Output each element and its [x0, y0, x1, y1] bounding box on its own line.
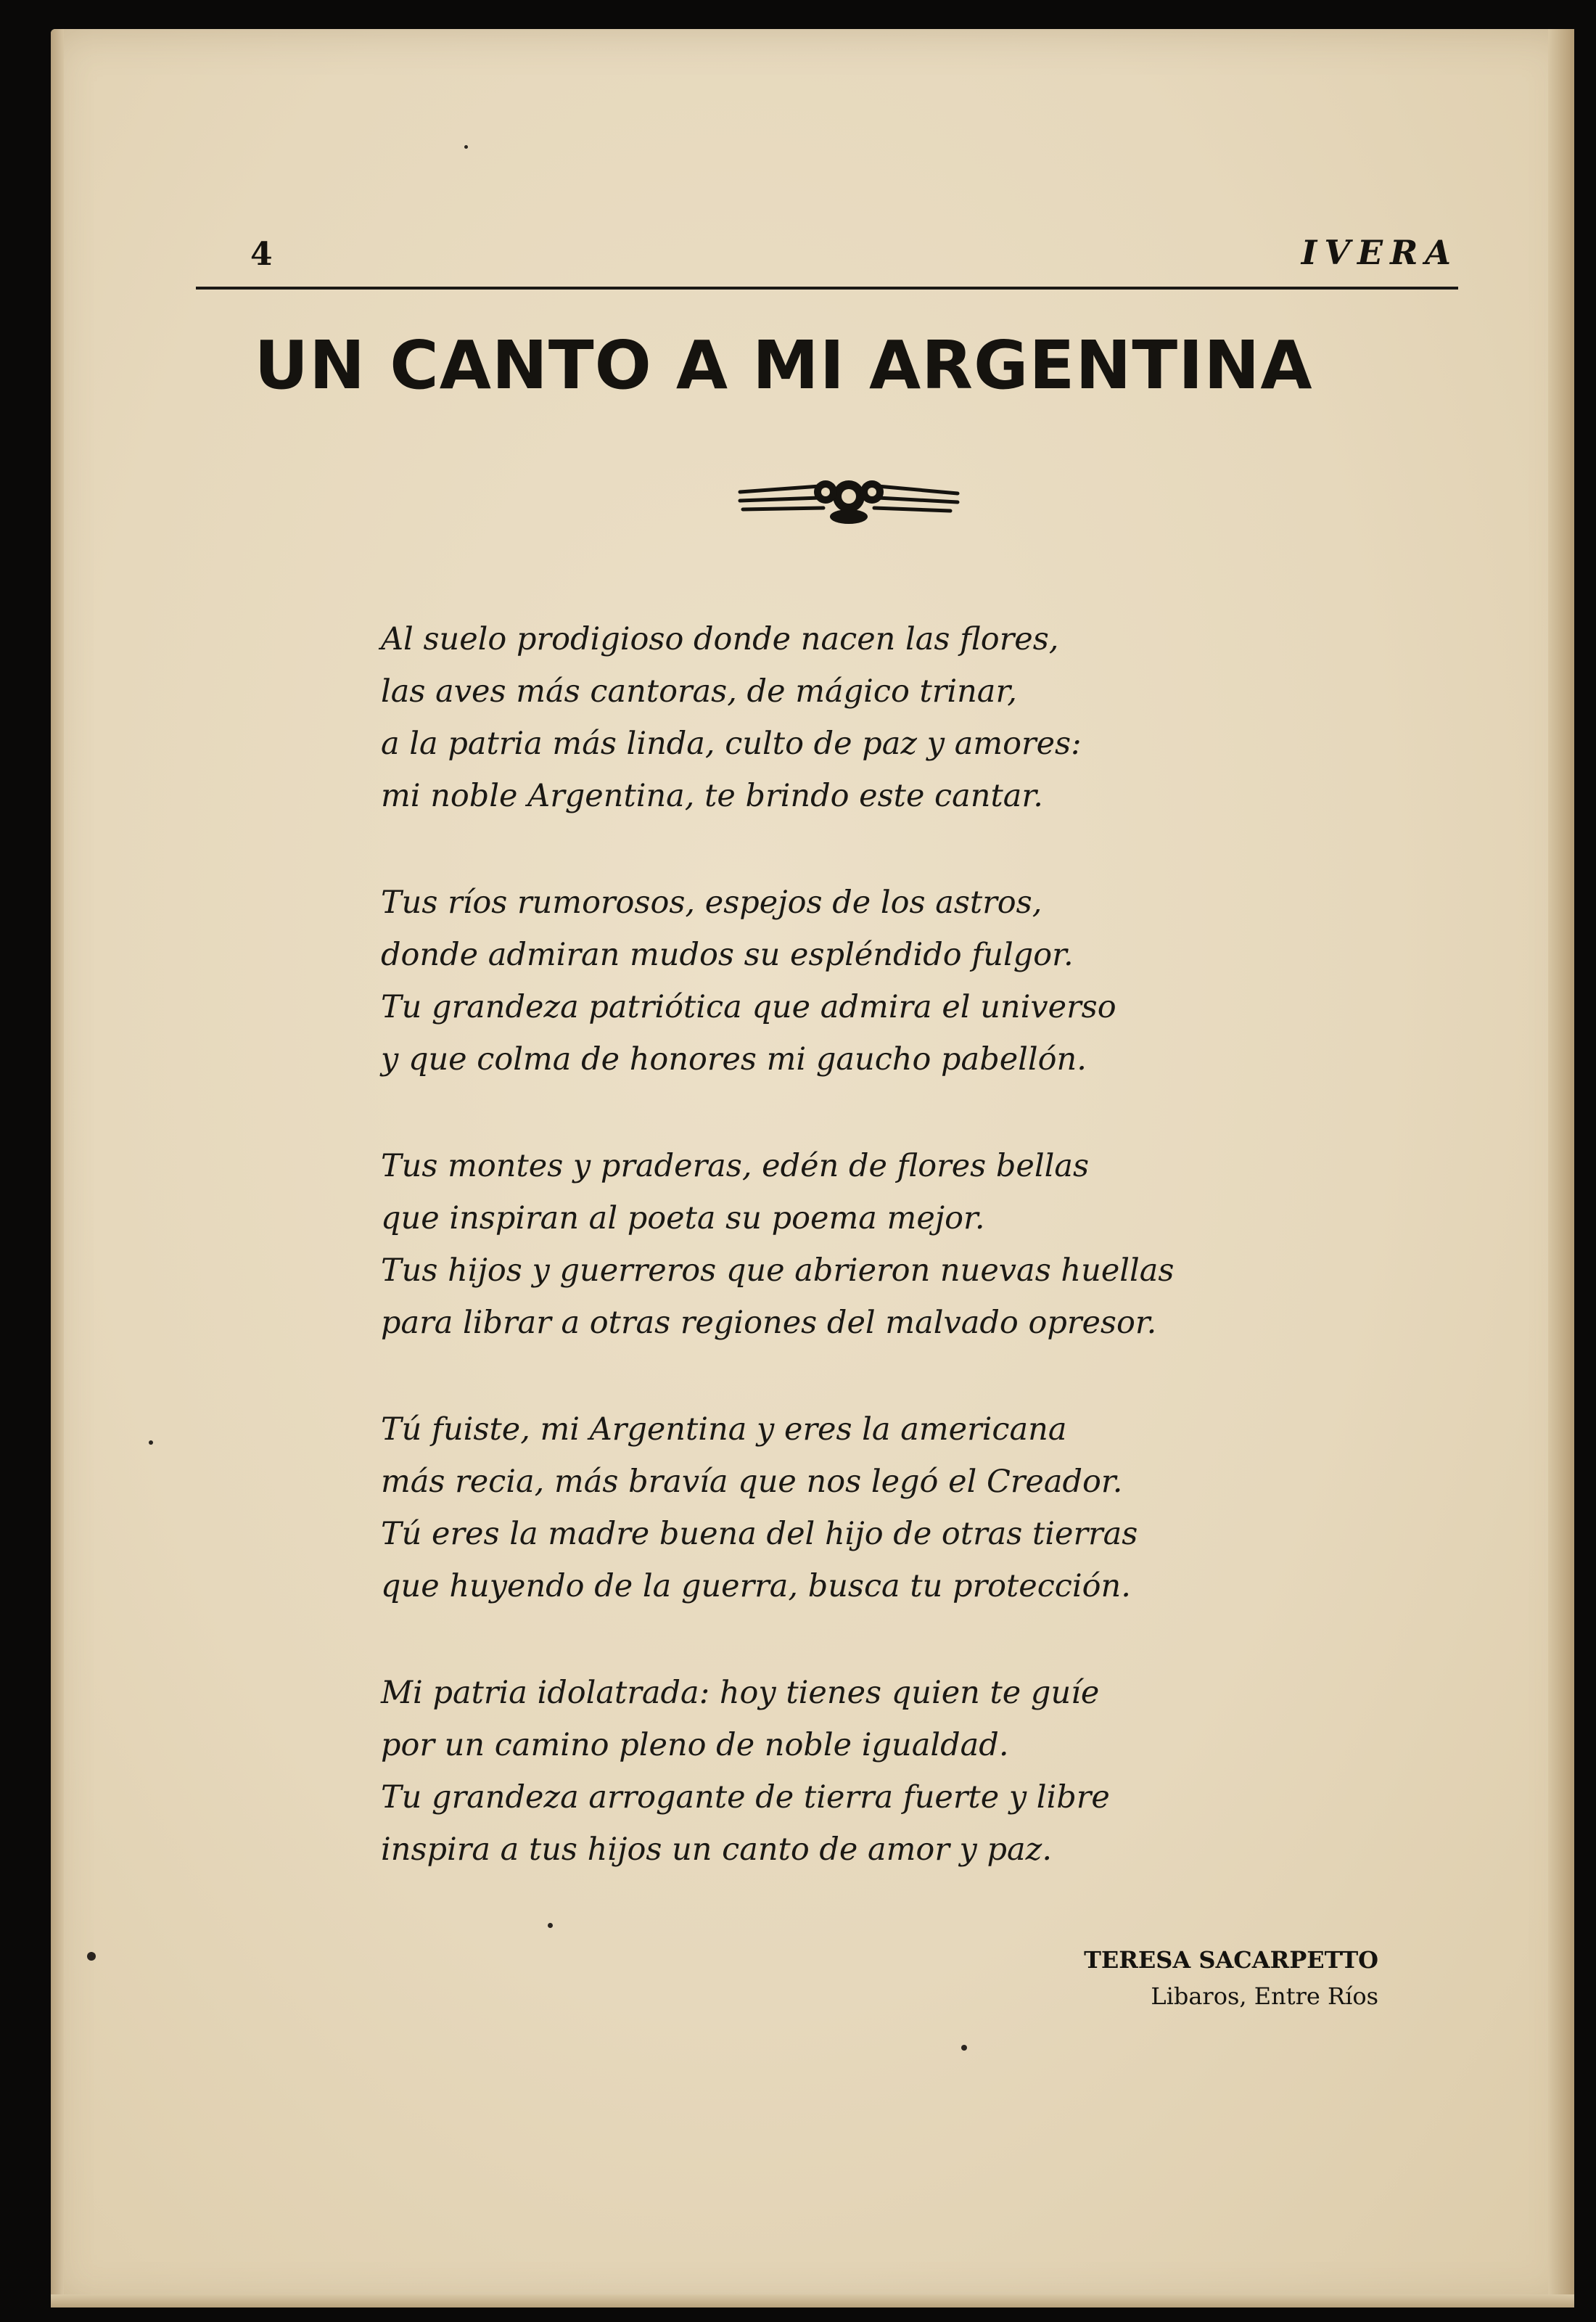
poem-line: que huyendo de la guerra, busca tu protección. [381, 1568, 1131, 1604]
author-name: TERESA SACARPETTO [1084, 1946, 1378, 1974]
poem-line: inspira a tus hijos un canto de amor y paz. [381, 1831, 1052, 1868]
poem-line: Tú eres la madre buena del hijo de otras tierras [381, 1516, 1138, 1552]
poem-line: las aves más cantoras, de mágico trinar, [381, 673, 1017, 710]
poem-line: que inspiran al poeta su poema mejor. [381, 1200, 985, 1236]
poem-line: Tú fuiste, mi Argentina y eres la americana [381, 1411, 1067, 1448]
poem-line: Mi patria idolatrada: hoy tienes quien te guíe [381, 1675, 1100, 1711]
author-signature [1084, 1942, 1378, 2014]
poem-line: mi noble Argentina, te brindo este cantar. [381, 778, 1043, 814]
poem-line: para librar a otras regiones del malvado opresor. [381, 1305, 1157, 1341]
paper-speck [464, 145, 468, 149]
poem-line: Tus hijos y guerreros que abrieron nuevas huellas [381, 1252, 1175, 1289]
poem-line: a la patria más linda, culto de paz y amores: [381, 726, 1082, 762]
poem-line: Tu grandeza arrogante de tierra fuerte y libre [381, 1779, 1110, 1816]
running-head-title: IVERA [1301, 233, 1458, 272]
poem-line: Al suelo prodigioso donde nacen las flores, [381, 621, 1059, 657]
page-binding-edge [51, 29, 64, 2307]
floral-ornament-icon [733, 464, 965, 530]
poem-line: Tu grandeza patriótica que admira el universo [381, 989, 1116, 1025]
poem-line: por un camino pleno de noble igualdad. [381, 1727, 1009, 1763]
paper-speck [149, 1440, 153, 1445]
stanza-5 [381, 1667, 1302, 1876]
poem-line: Tus montes y praderas, edén de flores bellas [381, 1148, 1090, 1184]
page-bottom-edge [51, 2294, 1574, 2307]
stanza-2 [381, 877, 1302, 1086]
paper-speck [87, 1952, 96, 1961]
poem-line: y que colma de honores mi gaucho pabellón. [381, 1041, 1087, 1078]
paper-speck [548, 1923, 553, 1928]
paper-speck [961, 2045, 967, 2051]
author-location: Libaros, Entre Ríos [1151, 1982, 1378, 2010]
running-header [196, 221, 1458, 290]
stanza-1 [381, 613, 1302, 822]
stanza-4 [381, 1403, 1302, 1612]
poem-title: UN CANTO A MI ARGENTINA [254, 327, 1313, 404]
page-number: 4 [250, 236, 273, 273]
poem-line: donde admiran mudos su espléndido fulgor. [381, 937, 1074, 973]
poem-line: más recia, más bravía que nos legó el Creador. [381, 1464, 1123, 1500]
poem-body [381, 613, 1302, 1930]
page-right-edge [1548, 29, 1574, 2307]
stanza-3 [381, 1140, 1302, 1349]
poem-line: Tus ríos rumorosos, espejos de los astros, [381, 885, 1042, 921]
